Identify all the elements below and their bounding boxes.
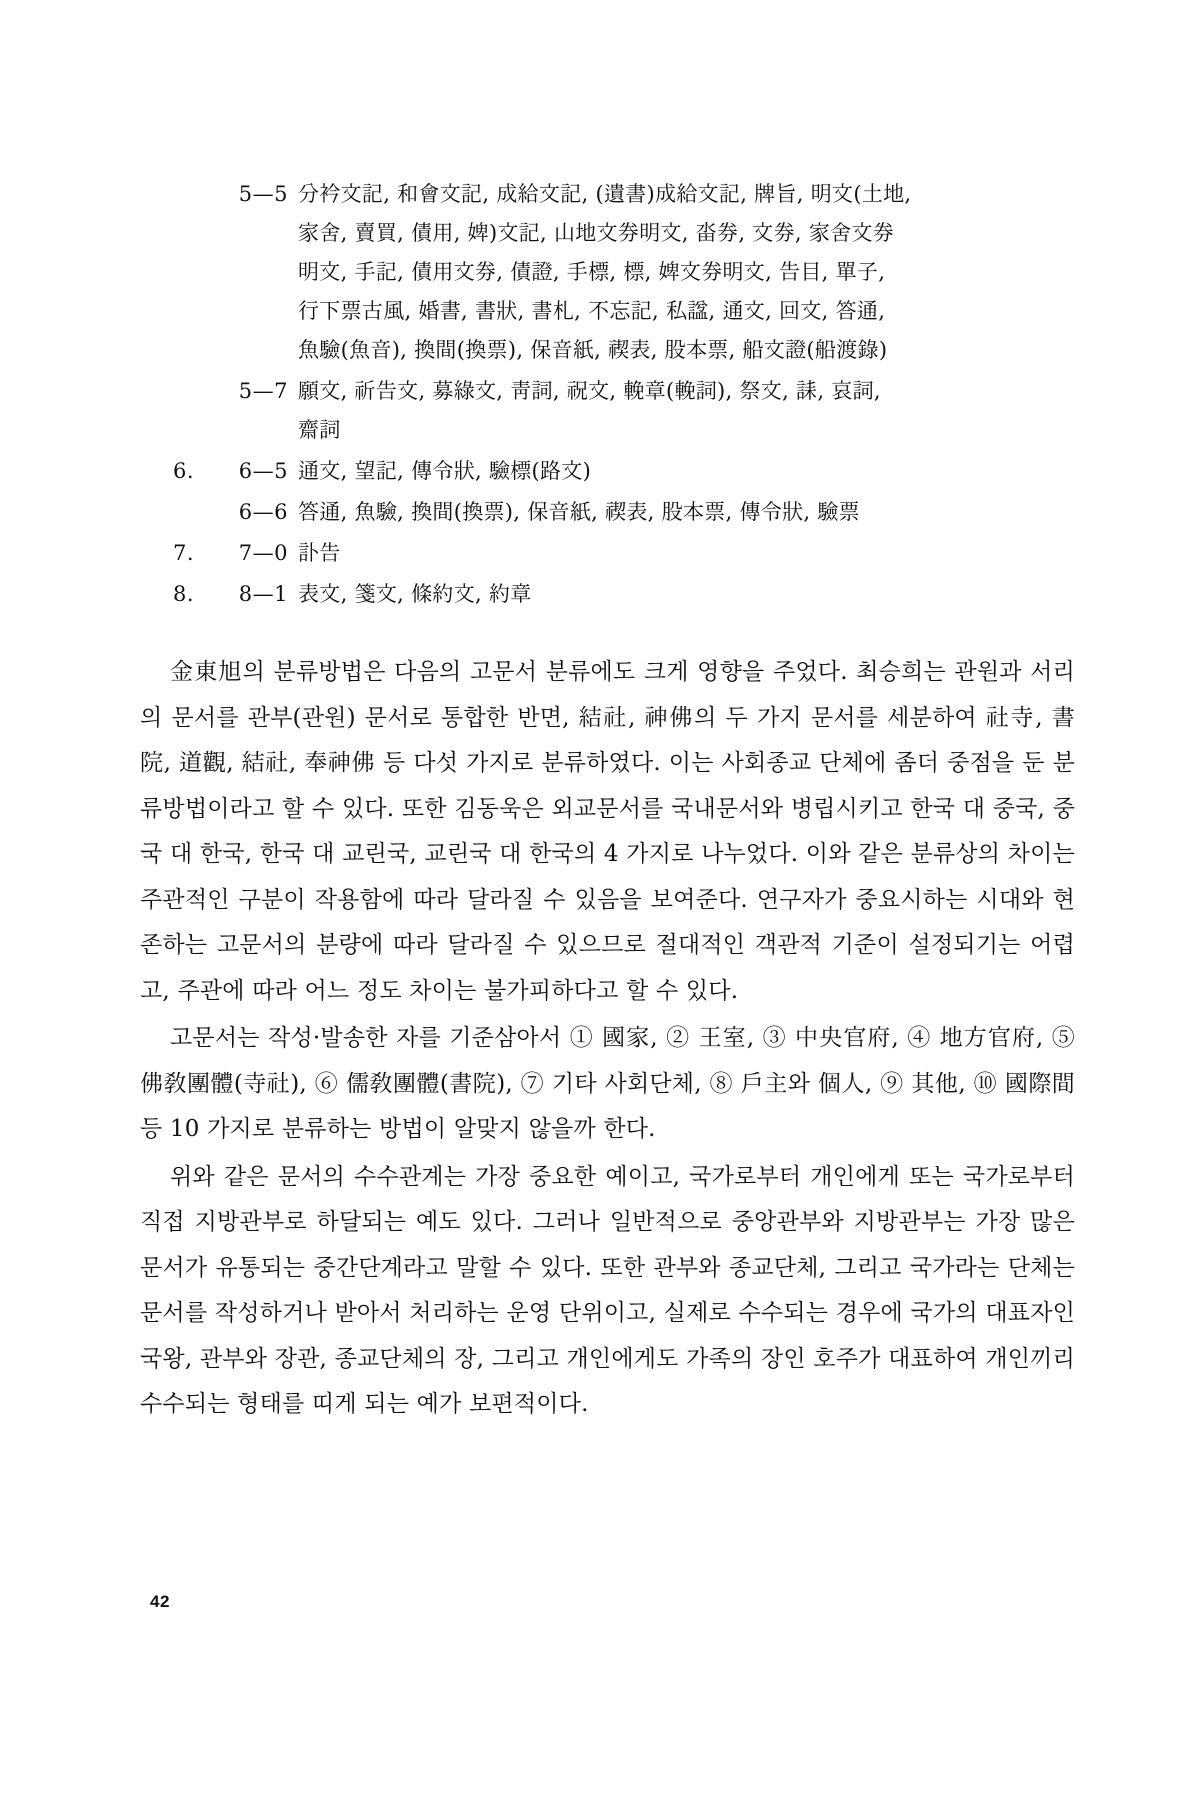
list-item [150,493,1070,532]
list-item [150,452,1070,491]
list-item-text [298,493,1070,532]
list-line: 明文, 手記, 債用文券, 債證, 手標, 標, 婢文券明文, 告目, 單子, [298,260,886,284]
page-number: 42 [150,1592,170,1611]
list-line: 齋詞 [298,418,341,442]
list-line: 行下票古風, 婚書, 書狀, 書札, 不忘記, 私諡, 通文, 回文, 答通, [298,299,886,323]
list-line: 通文, 望記, 傳令狀, 驗標(路文) [298,459,592,483]
list-inner-number: 7—0 [238,541,288,565]
list-item-text [298,452,1070,491]
list-line: 家舍, 賣買, 債用, 婢)文記, 山地文券明文, 畓券, 文券, 家舍文券 [298,221,895,245]
list-item-text [298,534,1070,573]
list-inner-number: 5—7 [238,379,288,403]
list-inner-number: 6—5 [238,459,288,483]
list-inner-number: 6—6 [238,500,288,524]
list-item-text [298,175,1070,370]
list-line: 表文, 箋文, 條約文, 約章 [298,582,532,606]
list-line: 訃告 [298,541,341,565]
list-outer-number: 8. [172,582,194,606]
list-inner-number: 5—5 [238,182,288,206]
enumerated-list [150,175,1070,616]
list-item-text [298,575,1070,614]
list-outer-number: 6. [172,459,194,483]
list-line: 魚驗(魚音), 換間(換票), 保音紙, 禊表, 股本票, 船文證(船渡錄) [298,338,888,362]
paragraph: 金東旭의 분류방법은 다음의 고문서 분류에도 크게 영향을 주었다. 최승희는 관원과 서리의 문서를 관부(관원) 문서로 통합한 반면, 結社, 神佛의 두 가지 문서를 세분하여 社寺, 書院, 道觀, 結社, 奉神佛 등 다섯 가지로 분류하였다. 이는 사회종교 단체에 좀더 중점을 둔 분류방법이라고 할 수 있다. 또한 김동욱은 외교문서를 국내문서와 병립시키고 한국 대 중국, 중국 대 한국, 한국 대 교린국, 교린국 대 한국의 4 가지로 나누었다. 이와 같은 분류상의 차이는 주관적인 구분이 작용함에 따라 달라질 수 있음을 보여준다. 연구자가 중요시하는 시대와 현존하는 고문서의 분량에 따라 달라질 수 있으므로 절대적인 객관적 기준이 설정되기는 어렵고, 주관에 따라 어느 정도 차이는 불가피하다고 할 수 있다. [140,659,1075,1004]
list-item [150,372,1070,450]
list-item [150,575,1070,614]
list-line: 答通, 魚驗, 換間(換票), 保音紙, 禊表, 股本票, 傳令狀, 驗票 [298,500,860,524]
list-line: 願文, 祈告文, 募綠文, 靑詞, 祝文, 輓章(輓詞), 祭文, 誄, 哀詞, [298,379,881,403]
list-item [150,534,1070,573]
list-line: 分衿文記, 和會文記, 成給文記, (遺書)成給文記, 牌旨, 明文(土地, [298,182,912,206]
body-text [140,650,1075,1430]
list-outer-number: 7. [172,541,194,565]
list-inner-number: 8—1 [238,582,288,606]
list-item-text [298,372,1070,450]
paragraph: 위와 같은 문서의 수수관계는 가장 중요한 예이고, 국가로부터 개인에게 또는 국가로부터 직접 지방관부로 하달되는 예도 있다. 그러나 일반적으로 중앙관부와 지방관부는 가장 많은 문서가 유통되는 중간단계라고 말할 수 있다. 또한 관부와 종교단체, 그리고 국가라는 단체는 문서를 작성하거나 받아서 처리하는 운영 단위이고, 실제로 수수되는 경우에 국가의 대표자인 국왕, 관부와 장관, 종교단체의 장, 그리고 개인에게도 가족의 장인 호주가 대표하여 개인끼리 수수되는 형태를 띠게 되는 예가 보편적이다. [140,1163,1075,1417]
list-item [150,175,1070,370]
paragraph: 고문서는 작성·발송한 자를 기준삼아서 ① 國家, ② 王室, ③ 中央官府, ④ 地方官府, ⑤ 佛敎團體(寺社), ⑥ 儒敎團體(書院), ⑦ 기타 사회단체, ⑧ 戶主와 個人, ⑨ 其他, ⑩ 國際間 등 10 가지로 분류하는 방법이 알맞지 않을까 한다. [140,1025,1075,1142]
